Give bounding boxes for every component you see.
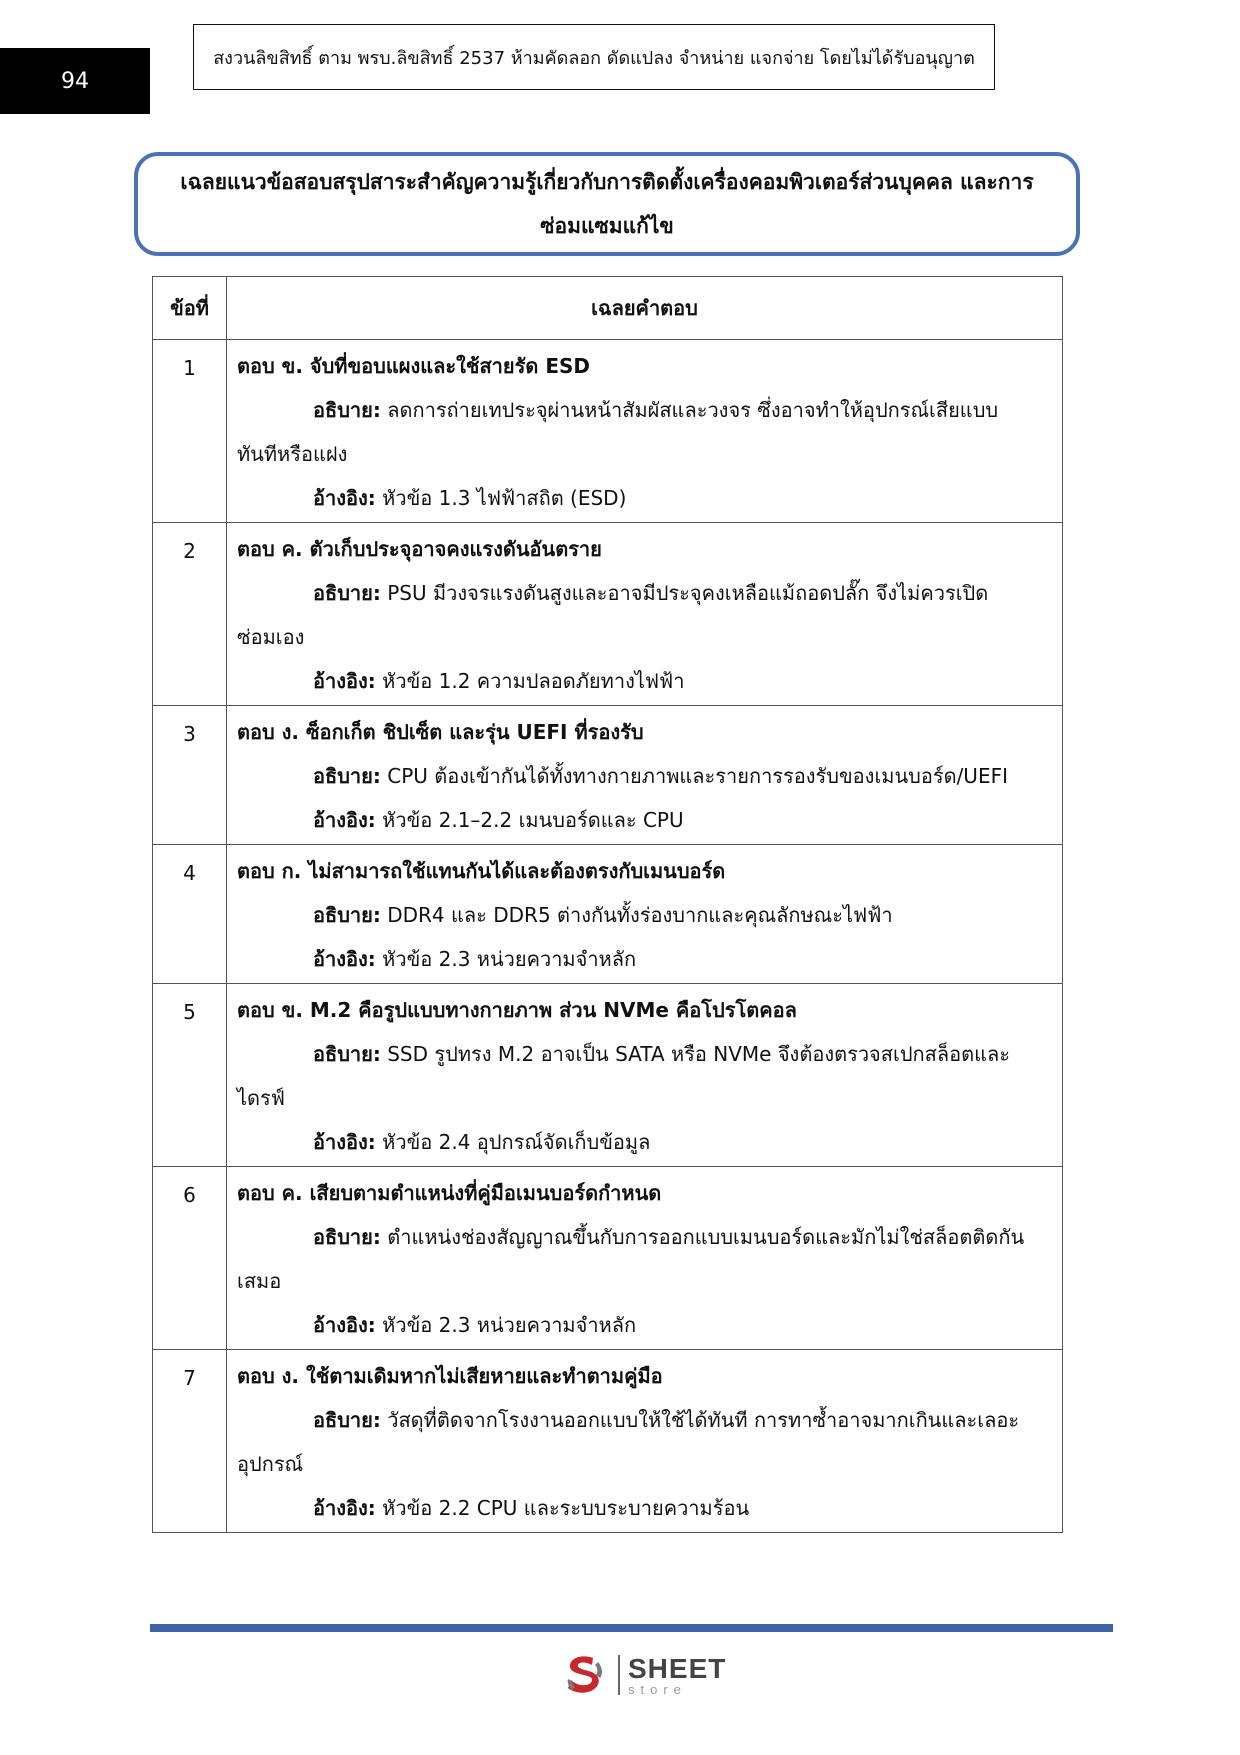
explanation bbox=[237, 1215, 1054, 1259]
answer-table bbox=[152, 276, 1063, 1533]
column-header-number: ข้อที่ bbox=[153, 277, 227, 340]
reference-label: อ้างอิง: bbox=[313, 808, 376, 832]
explanation-text: PSU มีวงจรแรงดันสูงและอาจมีประจุคงเหลือแม้ถอดปลั๊ก จึงไม่ควรเปิด bbox=[387, 581, 989, 605]
answer-cell bbox=[227, 984, 1063, 1167]
explanation-text: ตำแหน่งช่องสัญญาณขึ้นกับการออกแบบเมนบอร์ดและมักไม่ใช่สล็อตติดกัน bbox=[387, 1225, 1025, 1249]
explanation-label: อธิบาย: bbox=[313, 1408, 381, 1432]
explanation-label: อธิบาย: bbox=[313, 581, 381, 605]
page-title-line-1: เฉลยแนวข้อสอบสรุปสาระสำคัญความรู้เกี่ยวกับการติดตั้งเครื่องคอมพิวเตอร์ส่วนบุคคล และการ bbox=[180, 170, 1034, 194]
brand-name: SHEET bbox=[628, 1652, 727, 1684]
answer-cell bbox=[227, 340, 1063, 523]
reference-label: อ้างอิง: bbox=[313, 1496, 376, 1520]
page-title-line-2: ซ่อมแซมแก้ไข bbox=[540, 214, 674, 238]
answer-cell bbox=[227, 523, 1063, 706]
reference-text: หัวข้อ 2.3 หน่วยความจำหลัก bbox=[382, 1313, 637, 1337]
explanation-text: CPU ต้องเข้ากันได้ทั้งทางกายภาพและรายการรองรับของเมนบอร์ด/UEFI bbox=[387, 764, 1008, 788]
reference-text: หัวข้อ 2.2 CPU และระบบระบายความร้อน bbox=[382, 1496, 750, 1520]
reference bbox=[237, 1486, 1054, 1530]
explanation-label: อธิบาย: bbox=[313, 398, 381, 422]
answer-cell bbox=[227, 845, 1063, 984]
explanation bbox=[237, 571, 1054, 615]
answer-text: ตอบ ง. ซ็อกเก็ต ชิปเซ็ต และรุ่น UEFI ที่รองรับ bbox=[237, 720, 644, 744]
answer-text: ตอบ ข. จับที่ขอบแผงและใช้สายรัด ESD bbox=[237, 354, 590, 378]
explanation-label: อธิบาย: bbox=[313, 903, 381, 927]
explanation-label: อธิบาย: bbox=[313, 764, 381, 788]
reference-label: อ้างอิง: bbox=[313, 1313, 376, 1337]
copyright-notice: สงวนลิขสิทธิ์ ตาม พรบ.ลิขสิทธิ์ 2537 ห้ามคัดลอก ดัดแปลง จำหน่าย แจกจ่าย โดยไม่ได้รับอนุญาต bbox=[193, 24, 995, 90]
reference bbox=[237, 937, 1054, 981]
row-number: 3 bbox=[153, 706, 227, 845]
table-row bbox=[153, 1350, 1063, 1533]
table-row bbox=[153, 845, 1063, 984]
page-number-text: 94 bbox=[61, 68, 89, 94]
explanation-label: อธิบาย: bbox=[313, 1225, 381, 1249]
sheet-store-logo-icon bbox=[560, 1650, 610, 1700]
reference bbox=[237, 798, 1054, 842]
explanation bbox=[237, 388, 1054, 432]
explanation-text: SSD รูปทรง M.2 อาจเป็น SATA หรือ NVMe จึงต้องตรวจสเปกสล็อตและ bbox=[387, 1042, 1010, 1066]
reference bbox=[237, 1303, 1054, 1347]
table-row bbox=[153, 1167, 1063, 1350]
row-number: 4 bbox=[153, 845, 227, 984]
explanation-continued: ไดรฟ์ bbox=[237, 1086, 285, 1110]
table-row bbox=[153, 340, 1063, 523]
logo-separator bbox=[618, 1655, 620, 1695]
explanation bbox=[237, 754, 1054, 798]
reference bbox=[237, 1120, 1054, 1164]
explanation bbox=[237, 1032, 1054, 1076]
row-number: 5 bbox=[153, 984, 227, 1167]
explanation-text: วัสดุที่ติดจากโรงงานออกแบบให้ใช้ได้ทันที การทาซ้ำอาจมากเกินและเลอะ bbox=[387, 1408, 1020, 1432]
explanation-label: อธิบาย: bbox=[313, 1042, 381, 1066]
explanation-continued: อุปกรณ์ bbox=[237, 1452, 304, 1476]
answer-text: ตอบ ก. ไม่สามารถใช้แทนกันได้และต้องตรงกับเมนบอร์ด bbox=[237, 859, 726, 883]
answer-text: ตอบ ข. M.2 คือรูปแบบทางกายภาพ ส่วน NVMe คือโปรโตคอล bbox=[237, 998, 797, 1022]
reference-label: อ้างอิง: bbox=[313, 669, 376, 693]
page-number bbox=[0, 48, 150, 114]
answer-cell bbox=[227, 1167, 1063, 1350]
table-row bbox=[153, 706, 1063, 845]
row-number: 1 bbox=[153, 340, 227, 523]
reference bbox=[237, 476, 1054, 520]
answer-cell bbox=[227, 1350, 1063, 1533]
row-number: 2 bbox=[153, 523, 227, 706]
explanation-text: ลดการถ่ายเทประจุผ่านหน้าสัมผัสและวงจร ซึ่งอาจทำให้อุปกรณ์เสียแบบ bbox=[387, 398, 999, 422]
page-title bbox=[134, 152, 1080, 256]
row-number: 7 bbox=[153, 1350, 227, 1533]
table-row bbox=[153, 523, 1063, 706]
answer-text: ตอบ ค. ตัวเก็บประจุอาจคงแรงดันอันตราย bbox=[237, 537, 602, 561]
reference-label: อ้างอิง: bbox=[313, 1130, 376, 1154]
reference bbox=[237, 659, 1054, 703]
reference-text: หัวข้อ 2.4 อุปกรณ์จัดเก็บข้อมูล bbox=[382, 1130, 651, 1154]
explanation bbox=[237, 1398, 1054, 1442]
brand-sub: store bbox=[628, 1681, 687, 1697]
reference-text: หัวข้อ 1.3 ไฟฟ้าสถิต (ESD) bbox=[382, 486, 627, 510]
sheet-store-logo bbox=[560, 1650, 726, 1700]
table-header-row bbox=[153, 277, 1063, 340]
answer-text: ตอบ ง. ใช้ตามเดิมหากไม่เสียหายและทำตามคู่มือ bbox=[237, 1364, 663, 1388]
reference-text: หัวข้อ 2.3 หน่วยความจำหลัก bbox=[382, 947, 637, 971]
reference-label: อ้างอิง: bbox=[313, 947, 376, 971]
explanation-continued: เสมอ bbox=[237, 1269, 282, 1293]
reference-label: อ้างอิง: bbox=[313, 486, 376, 510]
reference-text: หัวข้อ 1.2 ความปลอดภัยทางไฟฟ้า bbox=[382, 669, 685, 693]
footer-bar bbox=[150, 1624, 1113, 1632]
answer-text: ตอบ ค. เสียบตามตำแหน่งที่คู่มือเมนบอร์ดกำหนด bbox=[237, 1181, 662, 1205]
table-row bbox=[153, 984, 1063, 1167]
answer-cell bbox=[227, 706, 1063, 845]
row-number: 6 bbox=[153, 1167, 227, 1350]
explanation-continued: ซ่อมเอง bbox=[237, 625, 305, 649]
reference-text: หัวข้อ 2.1–2.2 เมนบอร์ดและ CPU bbox=[382, 808, 684, 832]
explanation-text: DDR4 และ DDR5 ต่างกันทั้งร่องบากและคุณลักษณะไฟฟ้า bbox=[387, 903, 893, 927]
column-header-answer: เฉลยคำตอบ bbox=[227, 277, 1063, 340]
explanation bbox=[237, 893, 1054, 937]
explanation-continued: ทันทีหรือแฝง bbox=[237, 442, 348, 466]
